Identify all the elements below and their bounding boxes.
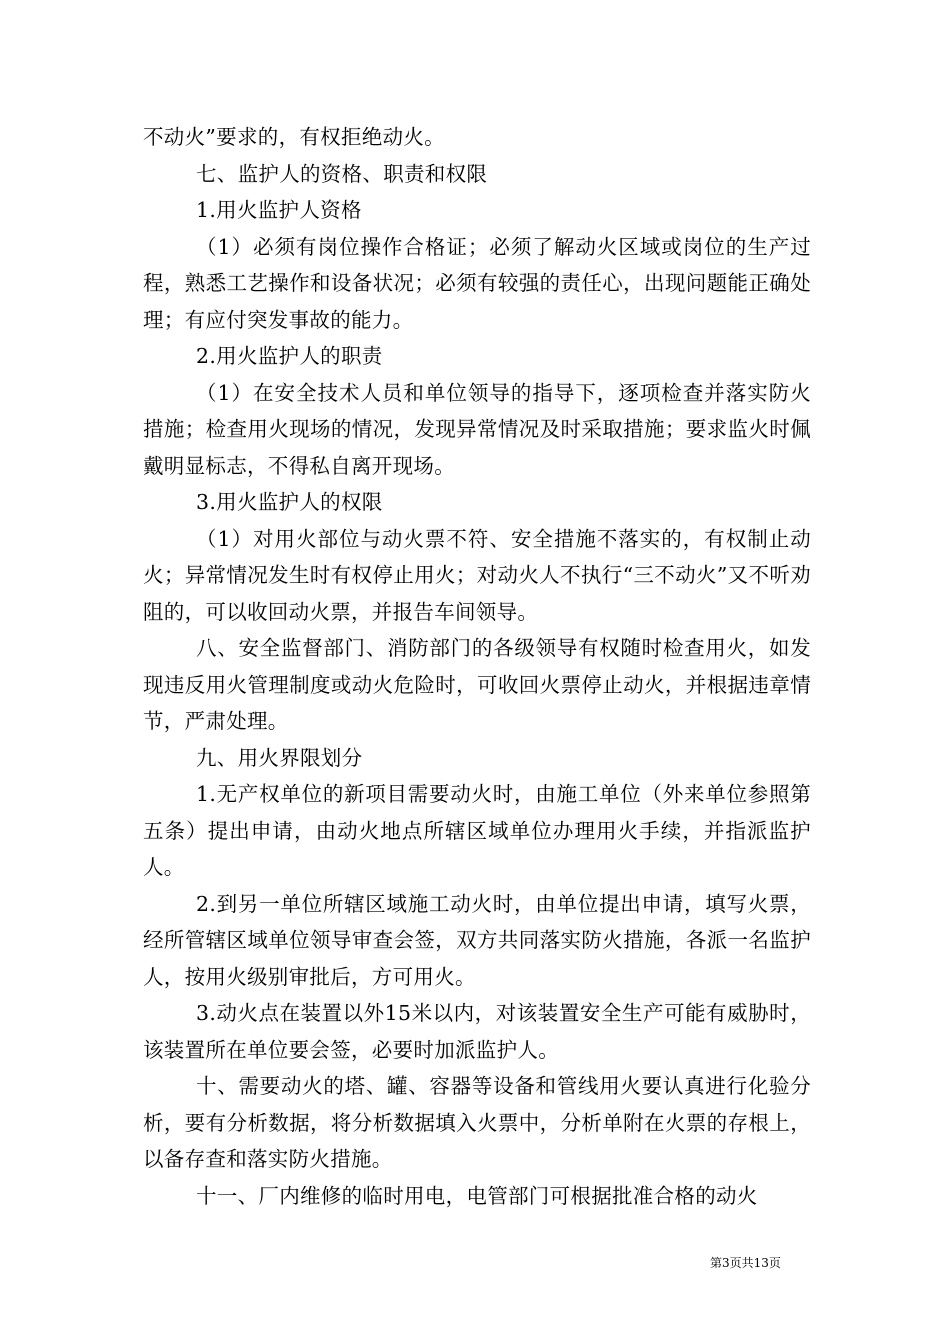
paragraph: 十、需要动火的塔、罐、容器等设备和管线用火要认真进行化验分析，要有分析数据，将分析数据填入火票中，分析单附在火票的存根上，以备存查和落实防火措施。 [143, 1074, 811, 1171]
subsection-heading: 3.用火监护人的权限 [196, 490, 383, 514]
subsection-heading: 1.用火监护人资格 [196, 198, 362, 222]
subsection-heading: 2.用火监护人的职责 [196, 344, 383, 368]
paragraph: （1）在安全技术人员和单位领导的指导下，逐项检查并落实防火措施；检查用火现场的情况，发现异常情况及时采取措施；要求监火时佩戴明显标志，不得私自离开现场。 [143, 380, 811, 478]
paragraph: 2.到另一单位所辖区域施工动火时，由单位提出申请，填写火票，经所管辖区域单位领导审查会签，双方共同落实防火措施，各派一名监护人，按用火级别审批后，方可用火。 [143, 891, 811, 989]
paragraph: 3.动火点在装置以外15米以内，对该装置安全生产可能有威胁时，该装置所在单位要会签，必要时加派监护人。 [143, 1001, 811, 1062]
section-heading: 九、用火界限划分 [196, 745, 363, 770]
paragraph: （1）必须有岗位操作合格证；必须了解动火区域或岗位的生产过程，熟悉工艺操作和设备状况；必须有较强的责任心，出现问题能正确处理；有应付突发事故的能力。 [143, 234, 811, 332]
paragraph: 1.无产权单位的新项目需要动火时，由施工单位（外来单位参照第五条）提出申请，由动火地点所辖区域单位办理用火手续，并指派监护人。 [143, 782, 811, 879]
page-number: 第3页共13页 [710, 1256, 781, 1270]
paragraph: 不动火”要求的，有权拒绝动火。 [143, 125, 445, 149]
paragraph: 十一、厂内维修的临时用电，电管部门可根据批准合格的动火 [196, 1183, 758, 1208]
paragraph: 八、安全监督部门、消防部门的各级领导有权随时检查用火，如发现违反用火管理制度或动火危险时，可收回火票停止动火，并根据违章情节，严肃处理。 [143, 636, 811, 733]
document-body [143, 119, 811, 1214]
paragraph: （1）对用火部位与动火票不符、安全措施不落实的，有权制止动火；异常情况发生时有权停止用火；对动火人不执行“三不动火”又不听劝阻的，可以收回动火票，并报告车间领导。 [143, 526, 811, 624]
section-heading: 七、监护人的资格、职责和权限 [196, 161, 488, 186]
